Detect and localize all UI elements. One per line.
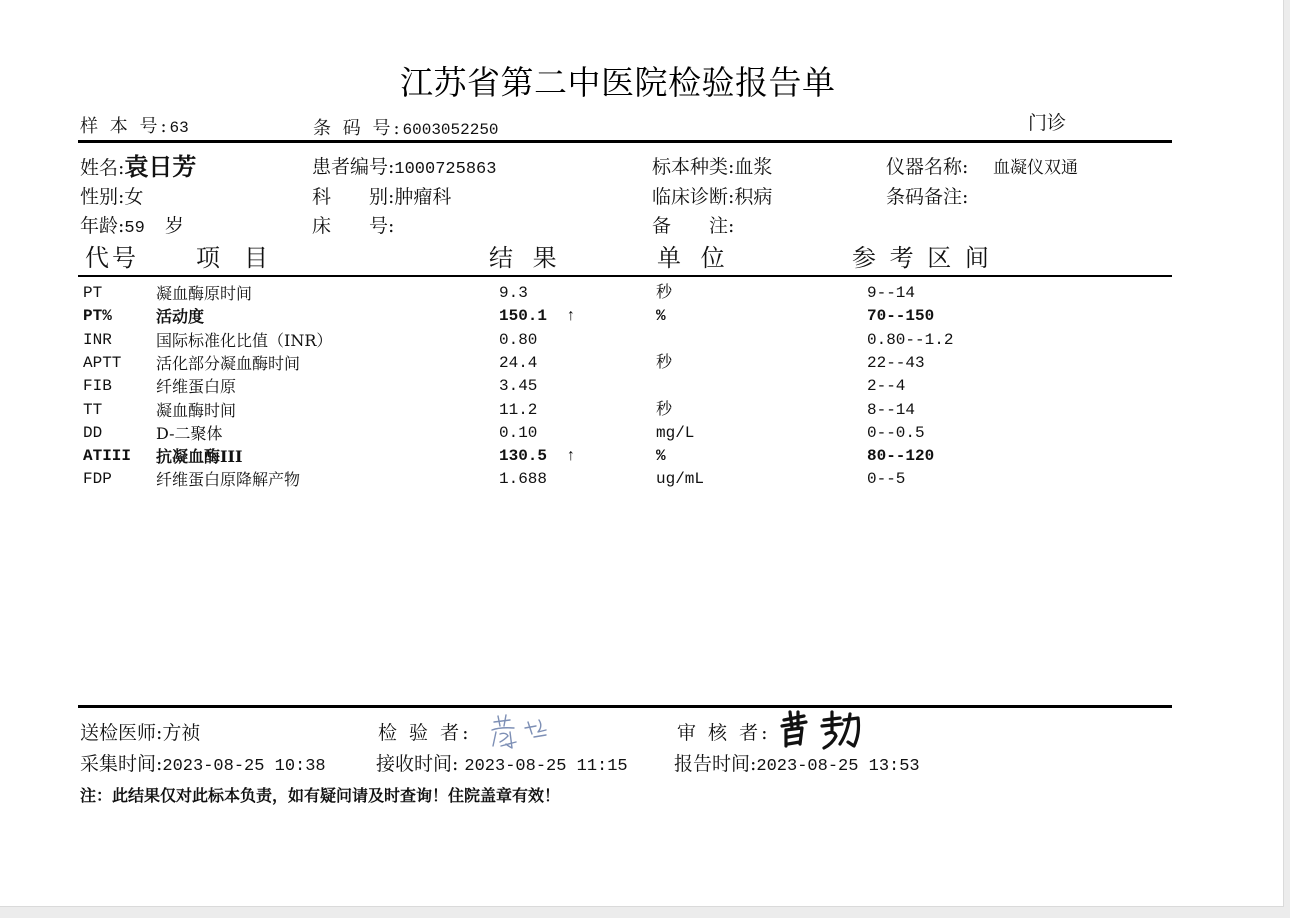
report-title: 江苏省第二中医院检验报告单 (400, 63, 836, 102)
result-code: DD (83, 423, 103, 442)
age-value: 59 (124, 219, 145, 238)
age-label: 年龄: (80, 215, 125, 237)
specimen-field (652, 154, 772, 180)
specimen-value: 血浆 (734, 156, 773, 178)
received-time-label: 接收时间: (376, 753, 459, 775)
result-row (0, 468, 1283, 491)
result-reference-range: 0.80--1.2 (867, 330, 954, 349)
result-unit: % (656, 307, 666, 326)
result-value: 150.1 (499, 307, 548, 326)
received-time-value: 2023-08-25 11:15 (464, 757, 628, 776)
result-value: 0.10 (499, 423, 538, 442)
gender-label: 性别: (80, 186, 125, 208)
disclaimer-note: 注：此结果仅对此标本负责，如有疑问请及时查询！住院盖章有效！ (80, 786, 561, 805)
column-header-code: 代号 (85, 244, 139, 272)
specimen-label: 标本种类: (652, 156, 735, 178)
result-code: FIB (83, 377, 112, 396)
up-arrow-icon: ↑ (566, 307, 576, 326)
instrument-value: 血凝仪双通 (993, 158, 1078, 178)
barcode-label: 条 码 号: (313, 118, 403, 139)
barcode-field (313, 117, 499, 142)
barcode-note-label: 条码备注: (886, 186, 969, 208)
result-row (0, 445, 1283, 468)
up-arrow-icon: ↑ (566, 447, 576, 466)
reported-time-value: 2023-08-25 13:53 (756, 757, 920, 776)
reported-time-field (674, 751, 920, 780)
result-value: 24.4 (499, 353, 538, 372)
requesting-doctor-field (80, 720, 200, 746)
age-unit: 岁 (164, 215, 184, 237)
result-value: 11.2 (499, 400, 538, 419)
sample-number-field (80, 115, 189, 140)
remark-label: 备 注: (652, 215, 735, 237)
result-row (0, 352, 1283, 375)
department-value: 肿瘤科 (394, 186, 452, 208)
sample-number-value: 63 (169, 119, 189, 137)
result-row (0, 282, 1283, 305)
result-value: 0.80 (499, 330, 538, 349)
patient-name-label: 姓名: (80, 157, 125, 179)
instrument-label: 仪器名称: (886, 156, 969, 178)
result-code: PT (83, 284, 103, 302)
patient-name: 袁日芳 (124, 152, 197, 181)
result-unit: mg/L (656, 423, 695, 442)
column-header-result: 结 果 (489, 244, 563, 272)
tester-label: 检 验 者: (378, 722, 472, 744)
result-row (0, 375, 1283, 398)
tester-signature-icon (488, 712, 558, 752)
reviewer-signature-icon (778, 710, 868, 752)
received-time-field (376, 751, 628, 780)
result-reference-range: 70--150 (867, 307, 935, 326)
result-unit: % (656, 447, 666, 466)
age-field (80, 213, 184, 242)
result-item: 活化部分凝血酶时间 (156, 353, 301, 373)
result-code: ATIII (83, 447, 132, 466)
result-value: 1.688 (499, 470, 548, 489)
diagnosis-field (652, 184, 772, 210)
result-reference-range: 22--43 (867, 353, 925, 372)
collected-time-value: 2023-08-25 10:38 (162, 757, 326, 776)
result-code: APTT (83, 353, 122, 372)
result-row (0, 422, 1283, 445)
patient-id-label: 患者编号: (312, 156, 395, 178)
result-reference-range: 0--5 (867, 470, 906, 489)
table-header-rule (78, 275, 1172, 277)
result-reference-range: 8--14 (867, 400, 916, 419)
patient-id-value: 1000725863 (394, 160, 497, 179)
patient-name-field (80, 154, 196, 181)
visit-type: 门诊 (1028, 112, 1067, 134)
reported-time-label: 报告时间: (674, 753, 757, 775)
result-reference-range: 80--120 (867, 447, 935, 466)
result-reference-range: 9--14 (867, 284, 916, 302)
result-row (0, 329, 1283, 352)
sample-number-label: 样 本 号: (80, 116, 170, 137)
collected-time-field (80, 751, 326, 780)
result-value: 130.5 (499, 447, 548, 466)
result-item: 抗凝血酶III (156, 447, 243, 467)
bed-label: 床 号: (312, 215, 395, 237)
requesting-doctor-value: 方祯 (162, 722, 201, 744)
gender-field (80, 184, 143, 210)
department-field (312, 184, 451, 210)
result-unit: ug/mL (656, 470, 705, 489)
diagnosis-value: 积病 (734, 186, 773, 208)
result-item: 活动度 (156, 307, 205, 327)
reviewer-label: 审 核 者: (677, 722, 771, 744)
column-header-unit: 单 位 (657, 244, 731, 272)
result-item: 凝血酶时间 (156, 400, 237, 420)
result-code: PT% (83, 307, 112, 326)
department-label: 科 别: (312, 186, 395, 208)
results-table (0, 282, 1283, 502)
result-row (0, 305, 1283, 328)
result-reference-range: 0--0.5 (867, 423, 925, 442)
result-unit: 秒 (656, 400, 673, 419)
result-code: TT (83, 400, 103, 419)
result-value: 9.3 (499, 284, 528, 302)
result-item: 纤维蛋白原降解产物 (156, 470, 301, 490)
result-unit: 秒 (656, 284, 673, 302)
footer-rule (78, 705, 1172, 708)
column-header-item: 项 目 (196, 244, 268, 272)
result-row (0, 399, 1283, 422)
result-unit: 秒 (656, 353, 673, 372)
column-header-range: 参 考 区 间 (852, 244, 992, 272)
gender-value: 女 (124, 186, 144, 208)
result-item: 国际标准化比值（INR） (156, 330, 333, 350)
result-reference-range: 2--4 (867, 377, 906, 396)
requesting-doctor-label: 送检医师: (80, 722, 163, 744)
result-item: D-二聚体 (156, 423, 223, 443)
result-value: 3.45 (499, 377, 538, 396)
patient-id-field (312, 154, 496, 183)
result-code: INR (83, 330, 112, 349)
collected-time-label: 采集时间: (80, 753, 163, 775)
barcode-value: 6003052250 (402, 121, 499, 139)
result-item: 凝血酶原时间 (156, 284, 253, 303)
diagnosis-label: 临床诊断: (652, 186, 735, 208)
result-code: FDP (83, 470, 112, 489)
header-rule (78, 140, 1172, 143)
result-item: 纤维蛋白原 (156, 377, 237, 397)
